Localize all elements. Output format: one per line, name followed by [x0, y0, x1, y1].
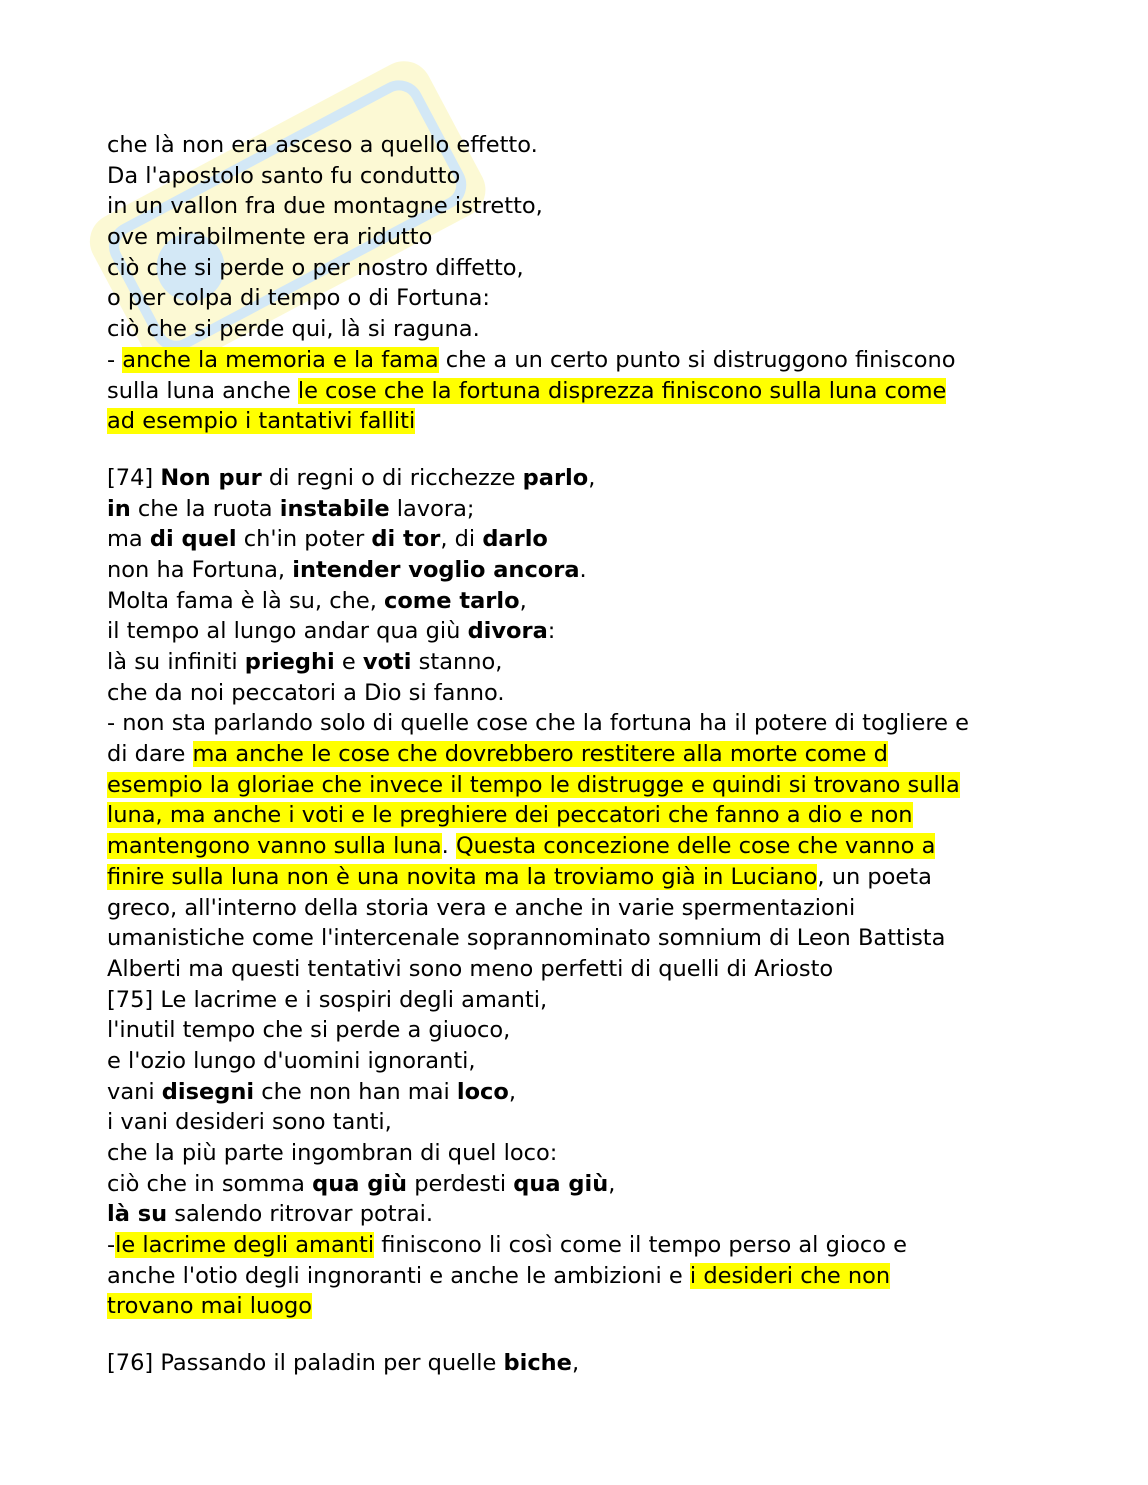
- text-line: [107, 923, 1052, 954]
- text-line: [107, 555, 1052, 586]
- text-line: [107, 494, 1052, 525]
- text-run: vani: [107, 1078, 162, 1105]
- text-run: ove mirabilmente era ridutto: [107, 224, 433, 251]
- bold-text: prieghi: [244, 649, 335, 675]
- bold-text: di quel: [149, 526, 237, 553]
- bold-text: là su: [107, 1201, 168, 1228]
- text-line: [107, 1107, 1052, 1138]
- text-run: [75] Le lacrime e i sospiri degli amanti,: [107, 986, 548, 1013]
- text-run: e l'ozio lungo d'uomini ignoranti,: [107, 1047, 476, 1074]
- text-run: e: [334, 649, 363, 675]
- text-line: [107, 463, 1052, 494]
- bold-text: divora: [467, 618, 548, 645]
- text-line: [107, 831, 1052, 862]
- text-run: [74]: [107, 464, 161, 491]
- text-run: non ha Fortuna,: [107, 556, 293, 583]
- highlighted-text: Questa concezione delle cose che vanno a: [455, 833, 936, 860]
- text-line: [107, 1046, 1052, 1077]
- bold-text: intender voglio ancora: [292, 556, 580, 583]
- bold-text: darlo: [482, 526, 548, 553]
- text-line: [107, 191, 1052, 222]
- text-line: [107, 862, 1052, 893]
- text-run: -: [107, 346, 123, 373]
- bold-text: in: [107, 495, 131, 522]
- bold-text: instabile: [279, 495, 390, 522]
- text-run: :: [547, 618, 556, 645]
- text-line: [107, 253, 1052, 284]
- text-run: ,: [588, 464, 596, 491]
- highlighted-text: finire sulla luna non è una novita ma la troviamo già in Luciano: [107, 863, 818, 890]
- highlighted-text: ad esempio i tantativi falliti: [107, 408, 416, 435]
- bold-text: loco: [456, 1078, 509, 1105]
- text-run: Molta fama è là su, che,: [107, 587, 385, 614]
- text-run: ciò che si perde o per nostro diffetto,: [107, 254, 524, 281]
- bold-text: qua giù: [312, 1170, 408, 1197]
- text-line: [107, 1230, 1052, 1261]
- text-line: [107, 800, 1052, 831]
- text-line: [107, 406, 1052, 437]
- text-line: [107, 130, 1052, 161]
- text-run: perdesti: [407, 1170, 514, 1197]
- text-run: -: [107, 1232, 116, 1259]
- text-run: i vani desideri sono tanti,: [107, 1109, 392, 1136]
- text-line: [107, 1015, 1052, 1046]
- bold-text: disegni: [161, 1078, 255, 1105]
- text-run: ma: [107, 526, 150, 553]
- text-run: umanistiche come l'intercenale soprannominato somnium di Leon Battista: [107, 925, 946, 952]
- text-run: sulla luna anche: [107, 377, 298, 404]
- text-run: o per colpa di tempo o di Fortuna:: [107, 285, 490, 312]
- bold-text: Non pur: [160, 464, 262, 491]
- highlighted-text: ma anche le cose che dovrebbero restitere alla morte come d: [192, 741, 888, 768]
- text-run: ,: [571, 1350, 580, 1377]
- document-body: [107, 130, 1052, 1379]
- text-line: [107, 893, 1052, 924]
- text-run: che a un certo punto si distruggono finiscono: [438, 346, 956, 373]
- text-line: [107, 739, 1052, 770]
- highlighted-text: luna, ma anche i voti e le preghiere dei peccatori che fanno a dio e non: [107, 802, 913, 829]
- text-run: il tempo al lungo andar qua giù: [107, 618, 468, 645]
- text-run: finiscono li così come il tempo perso al gioco e: [374, 1232, 908, 1259]
- bold-text: qua giù: [513, 1170, 609, 1197]
- highlighted-text: anche la memoria e la fama: [122, 346, 439, 373]
- highlighted-text: le lacrime degli amanti: [115, 1232, 375, 1259]
- text-run: ciò che in somma: [107, 1170, 313, 1197]
- text-line: [107, 283, 1052, 314]
- text-run: di regni o di ricchezze: [261, 464, 523, 491]
- text-run: lavora;: [389, 495, 475, 522]
- text-run: che là non era asceso a quello effetto.: [107, 132, 538, 158]
- bold-text: voti: [362, 649, 412, 675]
- text-line: [107, 314, 1052, 345]
- text-run: Alberti ma questi tentativi sono meno perfetti di quelli di Ariosto: [107, 955, 834, 982]
- text-run: ch'in poter: [236, 526, 372, 553]
- text-line: [107, 1348, 1052, 1379]
- bold-text: parlo: [522, 464, 589, 491]
- text-run: , di: [440, 526, 483, 553]
- text-line: [107, 1169, 1052, 1200]
- highlighted-text: le cose che la fortuna disprezza finiscono sulla luna come: [297, 377, 947, 404]
- text-line: [107, 985, 1052, 1016]
- text-run: Da l'apostolo santo fu condutto: [107, 162, 461, 189]
- text-run: che non han mai: [254, 1078, 457, 1105]
- bold-text: di tor: [371, 526, 441, 553]
- text-line: [107, 524, 1052, 555]
- text-line: [107, 616, 1052, 647]
- text-run: .: [441, 833, 456, 860]
- text-line: [107, 1291, 1052, 1322]
- text-line: [107, 954, 1052, 985]
- text-line: [107, 161, 1052, 192]
- text-line: [107, 376, 1052, 407]
- text-line: [107, 1138, 1052, 1169]
- text-run: ,: [608, 1170, 616, 1197]
- text-run: l'inutil tempo che si perde a giuoco,: [107, 1017, 511, 1044]
- text-run: - non sta parlando solo di quelle cose che la fortuna ha il potere di togliere e: [107, 710, 969, 737]
- text-run: di dare: [107, 741, 193, 768]
- highlighted-text: i desideri che non: [689, 1262, 891, 1289]
- text-run: ciò che si perde qui, là si raguna.: [107, 316, 480, 343]
- highlighted-text: trovano mai luogo: [107, 1293, 313, 1320]
- highlighted-text: mantengono vanno sulla luna: [107, 833, 442, 860]
- paragraph-gap: [107, 437, 1052, 463]
- text-line: [107, 708, 1052, 739]
- highlighted-text: esempio la gloriae che invece il tempo le distrugge e quindi si trovano sulla: [107, 771, 960, 798]
- text-run: [76] Passando il paladin per quelle: [107, 1350, 504, 1377]
- text-line: [107, 1199, 1052, 1230]
- text-line: [107, 647, 1052, 678]
- text-run: , un poeta: [817, 863, 932, 890]
- text-run: là su infiniti: [107, 649, 245, 675]
- bold-text: come tarlo: [384, 587, 520, 614]
- text-run: anche l'otio degli ingnoranti e anche le ambizioni e: [107, 1262, 690, 1289]
- text-line: [107, 345, 1052, 376]
- bold-text: biche: [503, 1350, 572, 1377]
- text-run: ,: [519, 587, 527, 614]
- text-run: ,: [508, 1078, 517, 1105]
- text-line: [107, 678, 1052, 709]
- text-run: greco, all'interno della storia vera e anche in varie spermentazioni: [107, 894, 856, 921]
- text-run: .: [579, 556, 587, 583]
- text-line: [107, 770, 1052, 801]
- text-line: [107, 586, 1052, 617]
- text-run: stanno,: [411, 649, 503, 675]
- text-run: salendo ritrovar potrai.: [167, 1201, 434, 1228]
- paragraph-gap: [107, 1322, 1052, 1348]
- text-line: [107, 222, 1052, 253]
- text-run: che da noi peccatori a Dio si fanno.: [107, 679, 505, 706]
- text-line: [107, 1261, 1052, 1292]
- text-line: [107, 1077, 1052, 1108]
- text-run: che la più parte ingombran di quel loco:: [107, 1140, 558, 1166]
- text-run: che la ruota: [130, 495, 280, 522]
- text-run: in un vallon fra due montagne istretto,: [107, 193, 543, 220]
